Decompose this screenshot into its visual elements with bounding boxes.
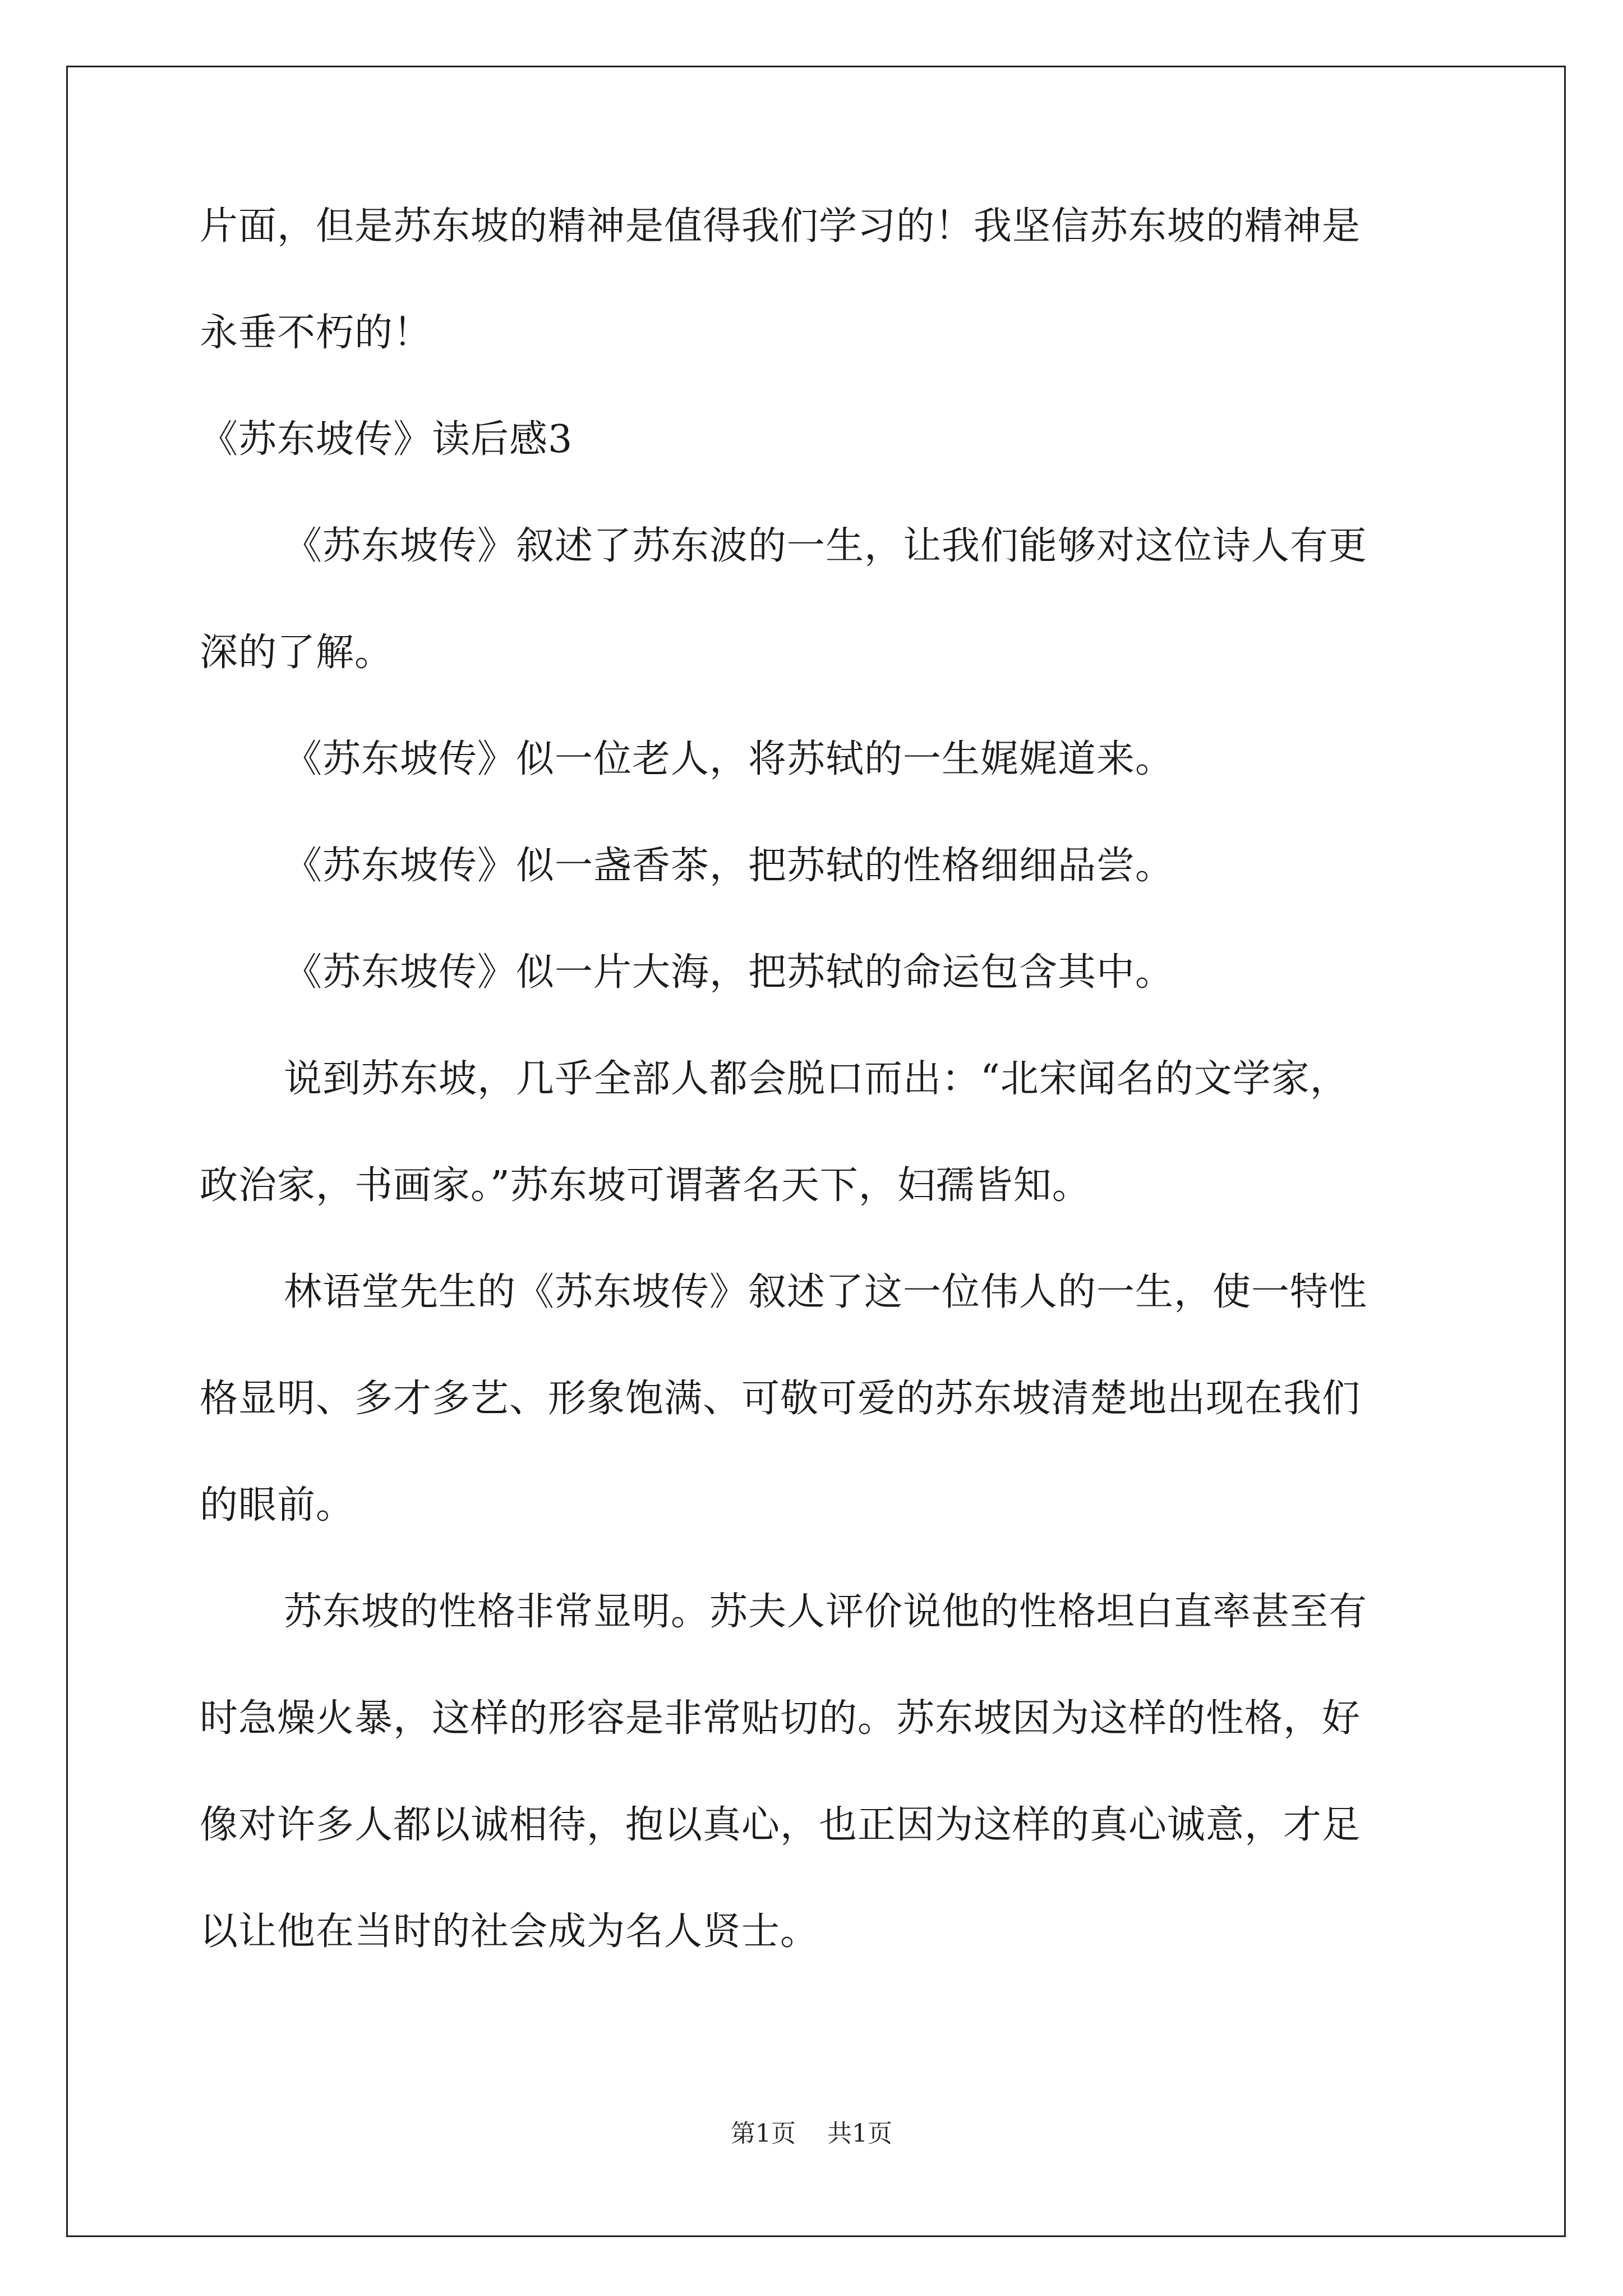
text-line: 深的了解。 [200,631,394,675]
paragraph-first-line: 《苏东坡传》似一盏香茶，把苏轼的性格细细品尝。 [284,844,1174,888]
text-line: 政治家，书画家。”苏东坡可谓著名天下，妇孺皆知。 [200,1163,1091,1208]
paragraph-first-line: 苏东坡的性格非常显明。苏夫人评价说他的性格坦白直率甚至有 [284,1590,1368,1634]
text-line: 片面，但是苏东坡的精神是值得我们学习的！我坚信苏东坡的精神是 [200,204,1361,249]
text-line: 的眼前。 [200,1483,355,1527]
text-line: 像对许多人都以诚相待，抱以真心，也正因为这样的真心诚意，才足 [200,1803,1361,1847]
paragraph-first-line: 说到苏东坡，几乎全部人都会脱口而出：“北宋闻名的文学家， [284,1057,1349,1101]
text-line: 格显明、多才多艺、形象饱满、可敬可爱的苏东坡清楚地出现在我们 [200,1377,1361,1421]
page-number-current: 第1页 [731,2119,796,2148]
paragraph-first-line: 林语堂先生的《苏东坡传》叙述了这一位伟人的一生，使一特性 [284,1270,1368,1314]
paragraph-first-line: 《苏东坡传》叙述了苏东波的一生，让我们能够对这位诗人有更 [284,524,1368,568]
document-body [200,204,1445,2019]
paragraph-first-line: 《苏东坡传》似一片大海，把苏轼的命运包含其中。 [284,950,1174,995]
section-heading: 《苏东坡传》读后感3 [200,417,573,462]
page-number-total: 共1页 [827,2119,892,2148]
page-footer [0,2119,1623,2148]
text-line: 以让他在当时的社会成为名人贤士。 [200,1910,819,1954]
text-line: 永垂不朽的！ [200,311,432,355]
paragraph-first-line: 《苏东坡传》似一位老人，将苏轼的一生娓娓道来。 [284,737,1174,781]
text-line: 时急燥火暴，这样的形容是非常贴切的。苏东坡因为这样的性格，好 [200,1696,1361,1741]
